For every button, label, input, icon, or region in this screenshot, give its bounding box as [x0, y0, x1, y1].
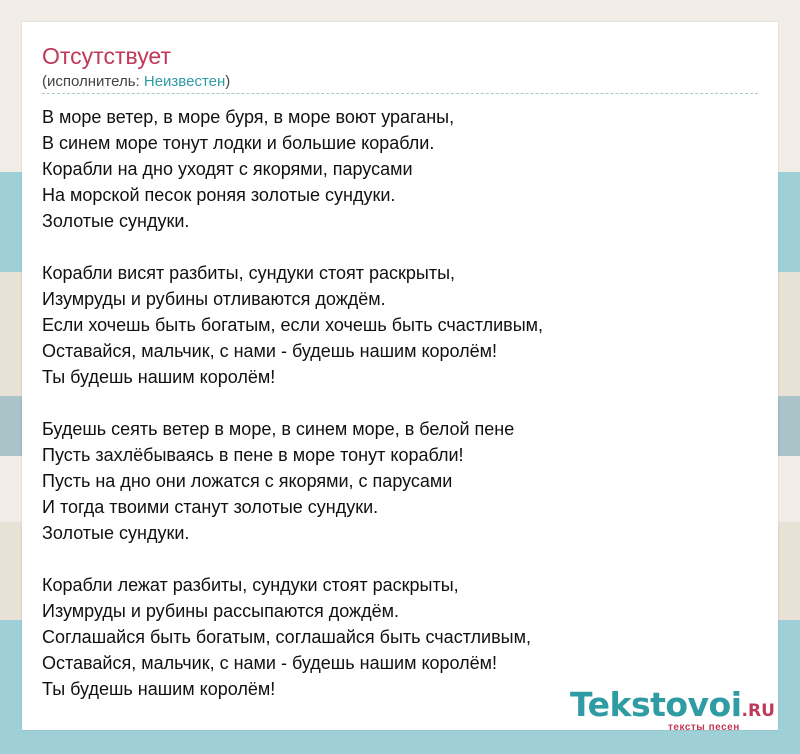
lyric-line: Ты будешь нашим королём! — [42, 367, 276, 387]
lyric-line: В море ветер, в море буря, в море воют ураганы, — [42, 107, 455, 127]
artist-prefix: (исполнитель: — [42, 73, 144, 90]
lyric-line: Ты будешь нашим королём! — [42, 679, 276, 699]
stanza — [42, 416, 543, 546]
lyric-line: Корабли лежат разбиты, сундуки стоят раскрыты, — [42, 575, 459, 595]
site-logo[interactable] — [570, 685, 780, 733]
lyric-line: Корабли висят разбиты, сундуки стоят раскрыты, — [42, 263, 456, 283]
lyric-line: Будешь сеять ветер в море, в синем море, в белой пене — [42, 419, 515, 439]
logo-tagline: тексты песен — [668, 722, 740, 733]
lyric-line: Пусть захлёбываясь в пене в море тонут корабли! — [42, 445, 464, 465]
lyric-line: Пусть на дно они ложатся с якорями, с парусами — [42, 471, 453, 491]
stanza — [42, 260, 543, 390]
stanza — [42, 572, 543, 702]
lyric-line: Соглашайся быть богатым, соглашайся быть счастливым, — [42, 627, 531, 647]
lyric-line: Золотые сундуки. — [42, 523, 190, 543]
stanza-gap — [42, 546, 543, 572]
lyric-line: Оставайся, мальчик, с нами - будешь нашим королём! — [42, 341, 498, 361]
lyric-line: На морской песок роняя золотые сундуки. — [42, 185, 396, 205]
lyric-line: В синем море тонут лодки и большие корабли. — [42, 133, 435, 153]
stanza-gap — [42, 390, 543, 416]
lyric-line: Изумруды и рубины отливаются дождём. — [42, 289, 386, 309]
artist-suffix: ) — [225, 73, 231, 90]
stanza-gap — [42, 234, 543, 260]
lyric-line: Если хочешь быть богатым, если хочешь быть счастливым, — [42, 315, 544, 335]
artist-line — [42, 73, 230, 90]
lyric-line: Оставайся, мальчик, с нами - будешь нашим королём! — [42, 653, 498, 673]
artist-link[interactable]: Неизвестен — [143, 73, 226, 90]
lyric-line: Золотые сундуки. — [42, 211, 190, 231]
logo-brand: Tekstovoi — [570, 685, 742, 724]
logo-tld: .RU — [741, 701, 775, 721]
song-title: Отсутствует — [42, 43, 171, 69]
lyrics-card — [22, 22, 778, 733]
lyric-line: И тогда твоими станут золотые сундуки. — [42, 497, 379, 517]
lyric-line: Корабли на дно уходят с якорями, парусами — [42, 159, 413, 179]
lyrics-body — [42, 104, 543, 702]
lyric-line: Изумруды и рубины рассыпаются дождём. — [42, 601, 399, 621]
stanza — [42, 104, 543, 234]
divider — [42, 93, 758, 94]
